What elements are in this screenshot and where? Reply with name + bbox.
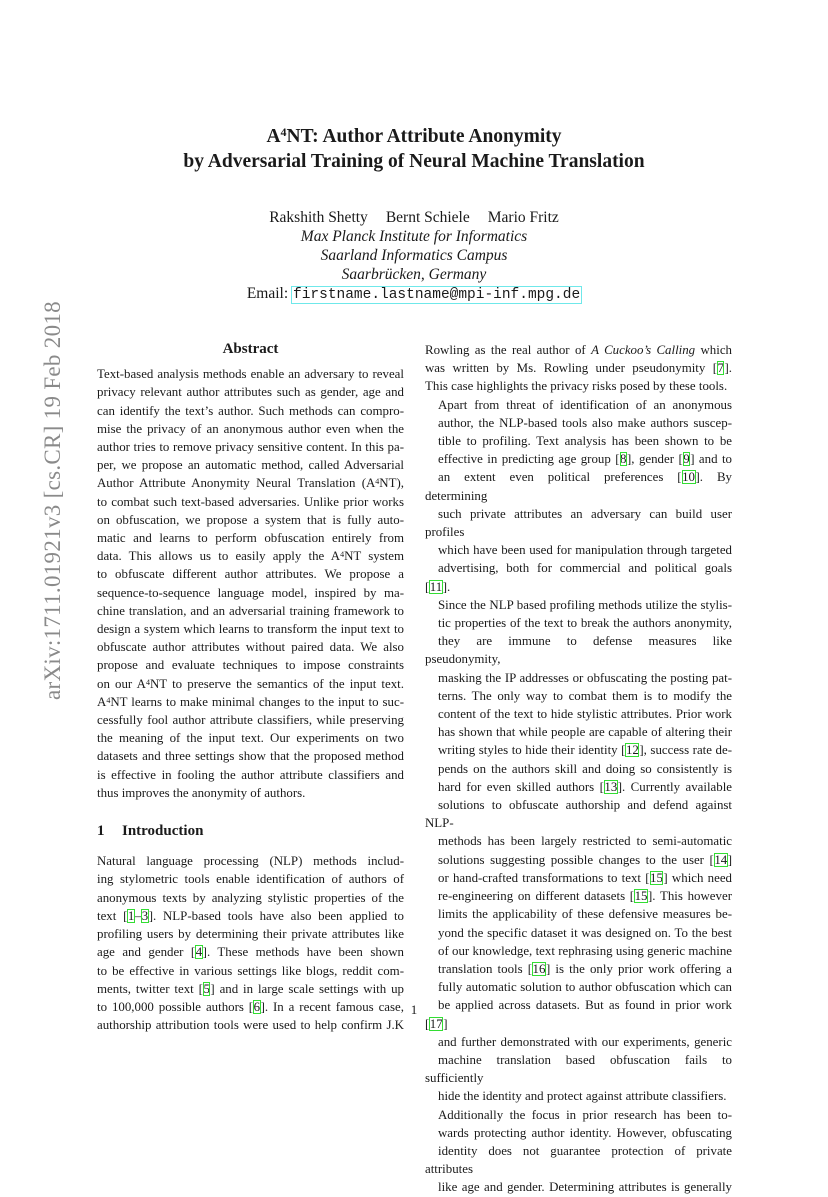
title-rest: NT: Author Attribute Anonymity [286, 126, 562, 147]
text-line [97, 547, 404, 565]
text-frag: hard for even skilled authors [ [438, 779, 604, 794]
text-line [425, 468, 732, 504]
text-line [425, 359, 732, 377]
text-line: to combat such text-based adversaries. Unlike prior works [97, 494, 404, 509]
superscript: 4 [375, 477, 380, 487]
section-number: 1 [97, 823, 105, 840]
text-frag: ments, twitter text [ [97, 981, 203, 996]
text-frag: effective in predicting age group [ [438, 452, 620, 467]
text-line [425, 341, 732, 359]
text-frag: Rowling as the real author of [425, 343, 592, 357]
text-line: has shown that while people are capable of altering their [438, 725, 732, 740]
superscript: 4 [106, 695, 111, 705]
text-line: ing stylometric tools enable identification of authors of [97, 872, 404, 887]
text-frag: Author Attribute Anonymity Neural Translation (A [97, 476, 376, 491]
citation-link[interactable]: 13 [604, 779, 618, 794]
text-frag: was written by Ms. Rowling under pseudonymity [ [425, 361, 718, 376]
affiliation-line: Saarland Informatics Campus [320, 247, 508, 264]
text-frag: ] and to [690, 452, 732, 467]
text-line: matic and learns to perform obfuscation entirely from [97, 531, 404, 546]
citation-link[interactable]: 4 [195, 945, 203, 960]
text-line [425, 851, 732, 869]
citation-link[interactable]: 12 [625, 743, 639, 758]
text-line: sequence-to-sequence language model, inspired by ma- [97, 585, 404, 600]
text-line: Apart from threat of identification of an anonymous [438, 397, 732, 412]
citation-link[interactable]: 15 [634, 889, 648, 904]
text-line: such private attributes an adversary can build user profiles [425, 506, 732, 540]
author-block [0, 208, 828, 305]
text-frag: or hand-crafted transformations to text [ [438, 870, 650, 885]
text-line: methods has been largely restricted to semi-automatic [438, 834, 732, 849]
text-line [97, 675, 404, 693]
text-frag: – [134, 908, 142, 923]
text-line: of our knowledge, text rephrasing using generic machine [438, 943, 732, 958]
text-frag: NT system [344, 549, 405, 564]
citation-link[interactable]: 9 [683, 452, 690, 467]
citation-link[interactable]: 1 [127, 908, 135, 923]
text-frag: ], gender [ [627, 452, 683, 467]
abstract-heading: Abstract [222, 341, 279, 357]
text-line [97, 980, 404, 998]
citation-link[interactable]: 10 [682, 470, 695, 485]
email-label: Email: [246, 285, 289, 302]
text-line: design a system which learns to transform the input text to [97, 622, 404, 637]
citation-link[interactable]: 11 [429, 579, 443, 594]
title-line-1 [0, 124, 828, 149]
text-line: the meaning of the input text. Our experiments on two [97, 731, 404, 746]
text-frag: to 100,000 possible authors [ [97, 999, 254, 1014]
title-line-2: by Adversarial Training of Neural Machine Translation [183, 151, 645, 172]
paper-title [0, 124, 828, 174]
text-line: content of the text to hide stylistic attributes. Prior work [438, 707, 732, 722]
page-number: 1 [410, 1002, 418, 1017]
text-line: tic properties of the text to break the authors anonymity, [438, 616, 732, 631]
text-frag: ]. These methods have been shown [202, 945, 404, 960]
citation-link[interactable]: 16 [532, 961, 546, 976]
affiliation-line: Saarbrücken, Germany [341, 266, 487, 283]
text-line [425, 450, 732, 468]
text-line: chine translation, and an adversarial training framework to [97, 603, 404, 618]
text-frag: data. This allows us to easily apply the A [97, 549, 341, 564]
text-line [425, 887, 732, 905]
text-line: author tries to remove privacy sensitive content. In this pa- [97, 440, 404, 455]
text-line: hide the identity and protect against attribute classifiers. [438, 1089, 727, 1104]
text-line: profiling users by determining their private attributes like [97, 927, 404, 942]
text-frag: ]. In a recent famous case, [260, 999, 404, 1014]
citation-link[interactable]: 6 [253, 999, 261, 1014]
text-frag: on our A [97, 676, 146, 691]
text-frag: ]. By determining [425, 470, 732, 503]
citation-link[interactable]: 14 [714, 852, 728, 867]
left-column [97, 340, 404, 1034]
text-line: wards protecting author identity. However, obfuscating [438, 1125, 732, 1140]
text-line: propose and evaluate techniques to impose constraints [97, 658, 404, 673]
text-frag: solutions suggesting possible changes to the user [ [438, 852, 714, 867]
author-name: Bernt Schiele [385, 209, 470, 226]
text-frag: ] [443, 1016, 448, 1031]
text-line: cessfully fool author attribute classifiers, while preserving [97, 713, 404, 728]
text-line: masking the IP addresses or obfuscating the posting pat- [438, 670, 732, 685]
text-line: thus improves the anonymity of authors. [97, 785, 306, 800]
text-line [425, 778, 732, 796]
citation-link[interactable]: 17 [429, 1016, 443, 1031]
citation-link[interactable]: 15 [650, 870, 663, 885]
text-line: machine translation based obfuscation fails to sufficiently [425, 1052, 732, 1086]
intro-paragraph-4 [425, 1106, 732, 1197]
text-frag: ]. Currently available [617, 779, 732, 794]
superscript: 4 [145, 677, 150, 687]
text-frag: text [ [97, 908, 128, 923]
text-line: they are immune to defense measures like pseudonymity, [425, 634, 732, 667]
author-names [0, 208, 828, 227]
text-line: is effective in fooling the author attribute classifiers and [97, 767, 404, 782]
text-line: pends on the authors skill and doing so consistently is [438, 761, 732, 776]
intro-paragraph-3 [425, 596, 732, 1106]
text-line: anonymous texts by analyzing stylistic properties of the [97, 890, 404, 905]
text-line: and further demonstrated with our experiments, generic [438, 1034, 732, 1049]
text-frag: ]. This however [648, 889, 732, 904]
text-line: obfuscate author attributes without paired data. We also [97, 640, 404, 655]
text-frag: ]. [442, 579, 451, 594]
author-name: Mario Fritz [487, 209, 559, 226]
text-line: which have been used for manipulation through targeted [438, 543, 732, 558]
text-line [425, 960, 732, 978]
right-column [425, 341, 732, 1197]
citation-link[interactable]: 7 [717, 361, 724, 376]
text-line: terns. The only way to combat them is to modify the [438, 688, 732, 703]
email-link[interactable]: firstname.lastname@mpi-inf.mpg.de [293, 287, 581, 303]
citation-link[interactable]: 3 [141, 908, 149, 923]
text-line: can identify the text’s author. Such methods can compro- [97, 403, 404, 418]
book-title: A Cuckoo’s Calling [591, 343, 696, 357]
abstract-text [97, 365, 404, 802]
affiliation-line: Max Planck Institute for Informatics [300, 228, 528, 245]
text-line: mise the privacy of an anonymous author even when the [97, 421, 404, 436]
email-line [0, 284, 828, 305]
text-line: like age and gender. Determining attributes is generally [438, 1180, 732, 1195]
text-line: This case highlights the privacy risks posed by these tools. [425, 379, 728, 394]
text-frag: translation tools [ [438, 961, 533, 976]
text-line: on obfuscation, we propose a system that is fully auto- [97, 512, 404, 527]
text-line: Text-based analysis methods enable an adversary to reveal [97, 367, 404, 382]
citation-link[interactable]: 5 [203, 981, 210, 996]
arxiv-stamp: arXiv:1711.01921v3 [cs.CR] 19 Feb 2018 [40, 301, 65, 700]
text-line: per, we propose an automatic method, called Adversarial [97, 458, 404, 473]
section-title: Introduction [122, 823, 204, 840]
text-line: fully automatic solution to author obfuscation which can [438, 980, 732, 995]
text-line [425, 869, 732, 887]
citation-link[interactable]: 8 [620, 452, 627, 467]
text-frag: A [97, 694, 107, 709]
text-line: tible to profiling. Text analysis has been shown to be [438, 434, 732, 449]
text-line: authorship attribution tools were used to help confirm J.K [97, 1018, 404, 1033]
text-line: identity does not guarantee protection of private attributes [425, 1143, 732, 1177]
text-frag: NT learns to make minimal changes to the input to suc- [110, 694, 404, 709]
text-frag: NT), [379, 476, 404, 491]
text-line: yond the specific dataset it was designed on. To the best [438, 925, 732, 940]
text-frag: writing styles to hide their identity [ [438, 743, 626, 758]
text-frag: ]. [724, 361, 732, 376]
text-frag: NT to preserve the semantics of the input text. [149, 676, 404, 691]
text-line: Additionally the focus in prior research has been to- [438, 1107, 732, 1122]
intro-paragraph-1-cont [425, 341, 732, 396]
text-frag: an extent even political preferences [ [438, 470, 682, 485]
text-line [97, 474, 404, 492]
text-line: solutions to obfuscate authorship and defend against NLP- [425, 798, 732, 831]
text-line: to be effective in various settings like blogs, reddit com- [97, 963, 404, 978]
text-frag: ] [727, 852, 732, 867]
text-line: privacy relevant author attributes such as gender, age and [97, 385, 404, 400]
text-frag: ]. NLP-based tools have also been applied to [148, 908, 404, 923]
text-line [97, 693, 404, 711]
text-line: to obfuscate different author attributes. We propose a [97, 567, 404, 582]
text-frag: ] is the only prior work offering a [545, 961, 732, 976]
text-line: author, the NLP-based tools also make authors suscep- [438, 415, 732, 430]
text-line [425, 559, 732, 595]
text-frag: advertising, both for commercial and political goals [ [425, 561, 732, 594]
section-heading-introduction [97, 822, 404, 840]
text-line [97, 943, 404, 961]
text-frag: age and gender [ [97, 945, 196, 960]
text-line [97, 907, 404, 925]
title-a: A [266, 126, 281, 147]
text-frag: ] which need [663, 870, 732, 885]
text-line: Since the NLP based profiling methods utilize the stylis- [438, 597, 732, 612]
text-frag: re-engineering on different datasets [ [438, 889, 635, 904]
text-frag: which [695, 343, 733, 357]
text-line [425, 741, 732, 759]
text-frag: ] and in large scale settings with up [210, 981, 404, 996]
text-line: limits the applicability of these defensive measures be- [438, 907, 732, 922]
text-frag: be applied across datasets. But as found in prior work [ [425, 998, 732, 1031]
superscript: 4 [340, 550, 345, 560]
text-frag: ], success rate de- [639, 743, 732, 758]
text-line: Natural language processing (NLP) methods includ- [97, 854, 404, 869]
intro-paragraph-2 [425, 396, 732, 596]
author-name: Rakshith Shetty [269, 209, 368, 226]
text-line: datasets and three settings show that the proposed method [97, 749, 404, 764]
title-sup: 4 [280, 125, 287, 139]
